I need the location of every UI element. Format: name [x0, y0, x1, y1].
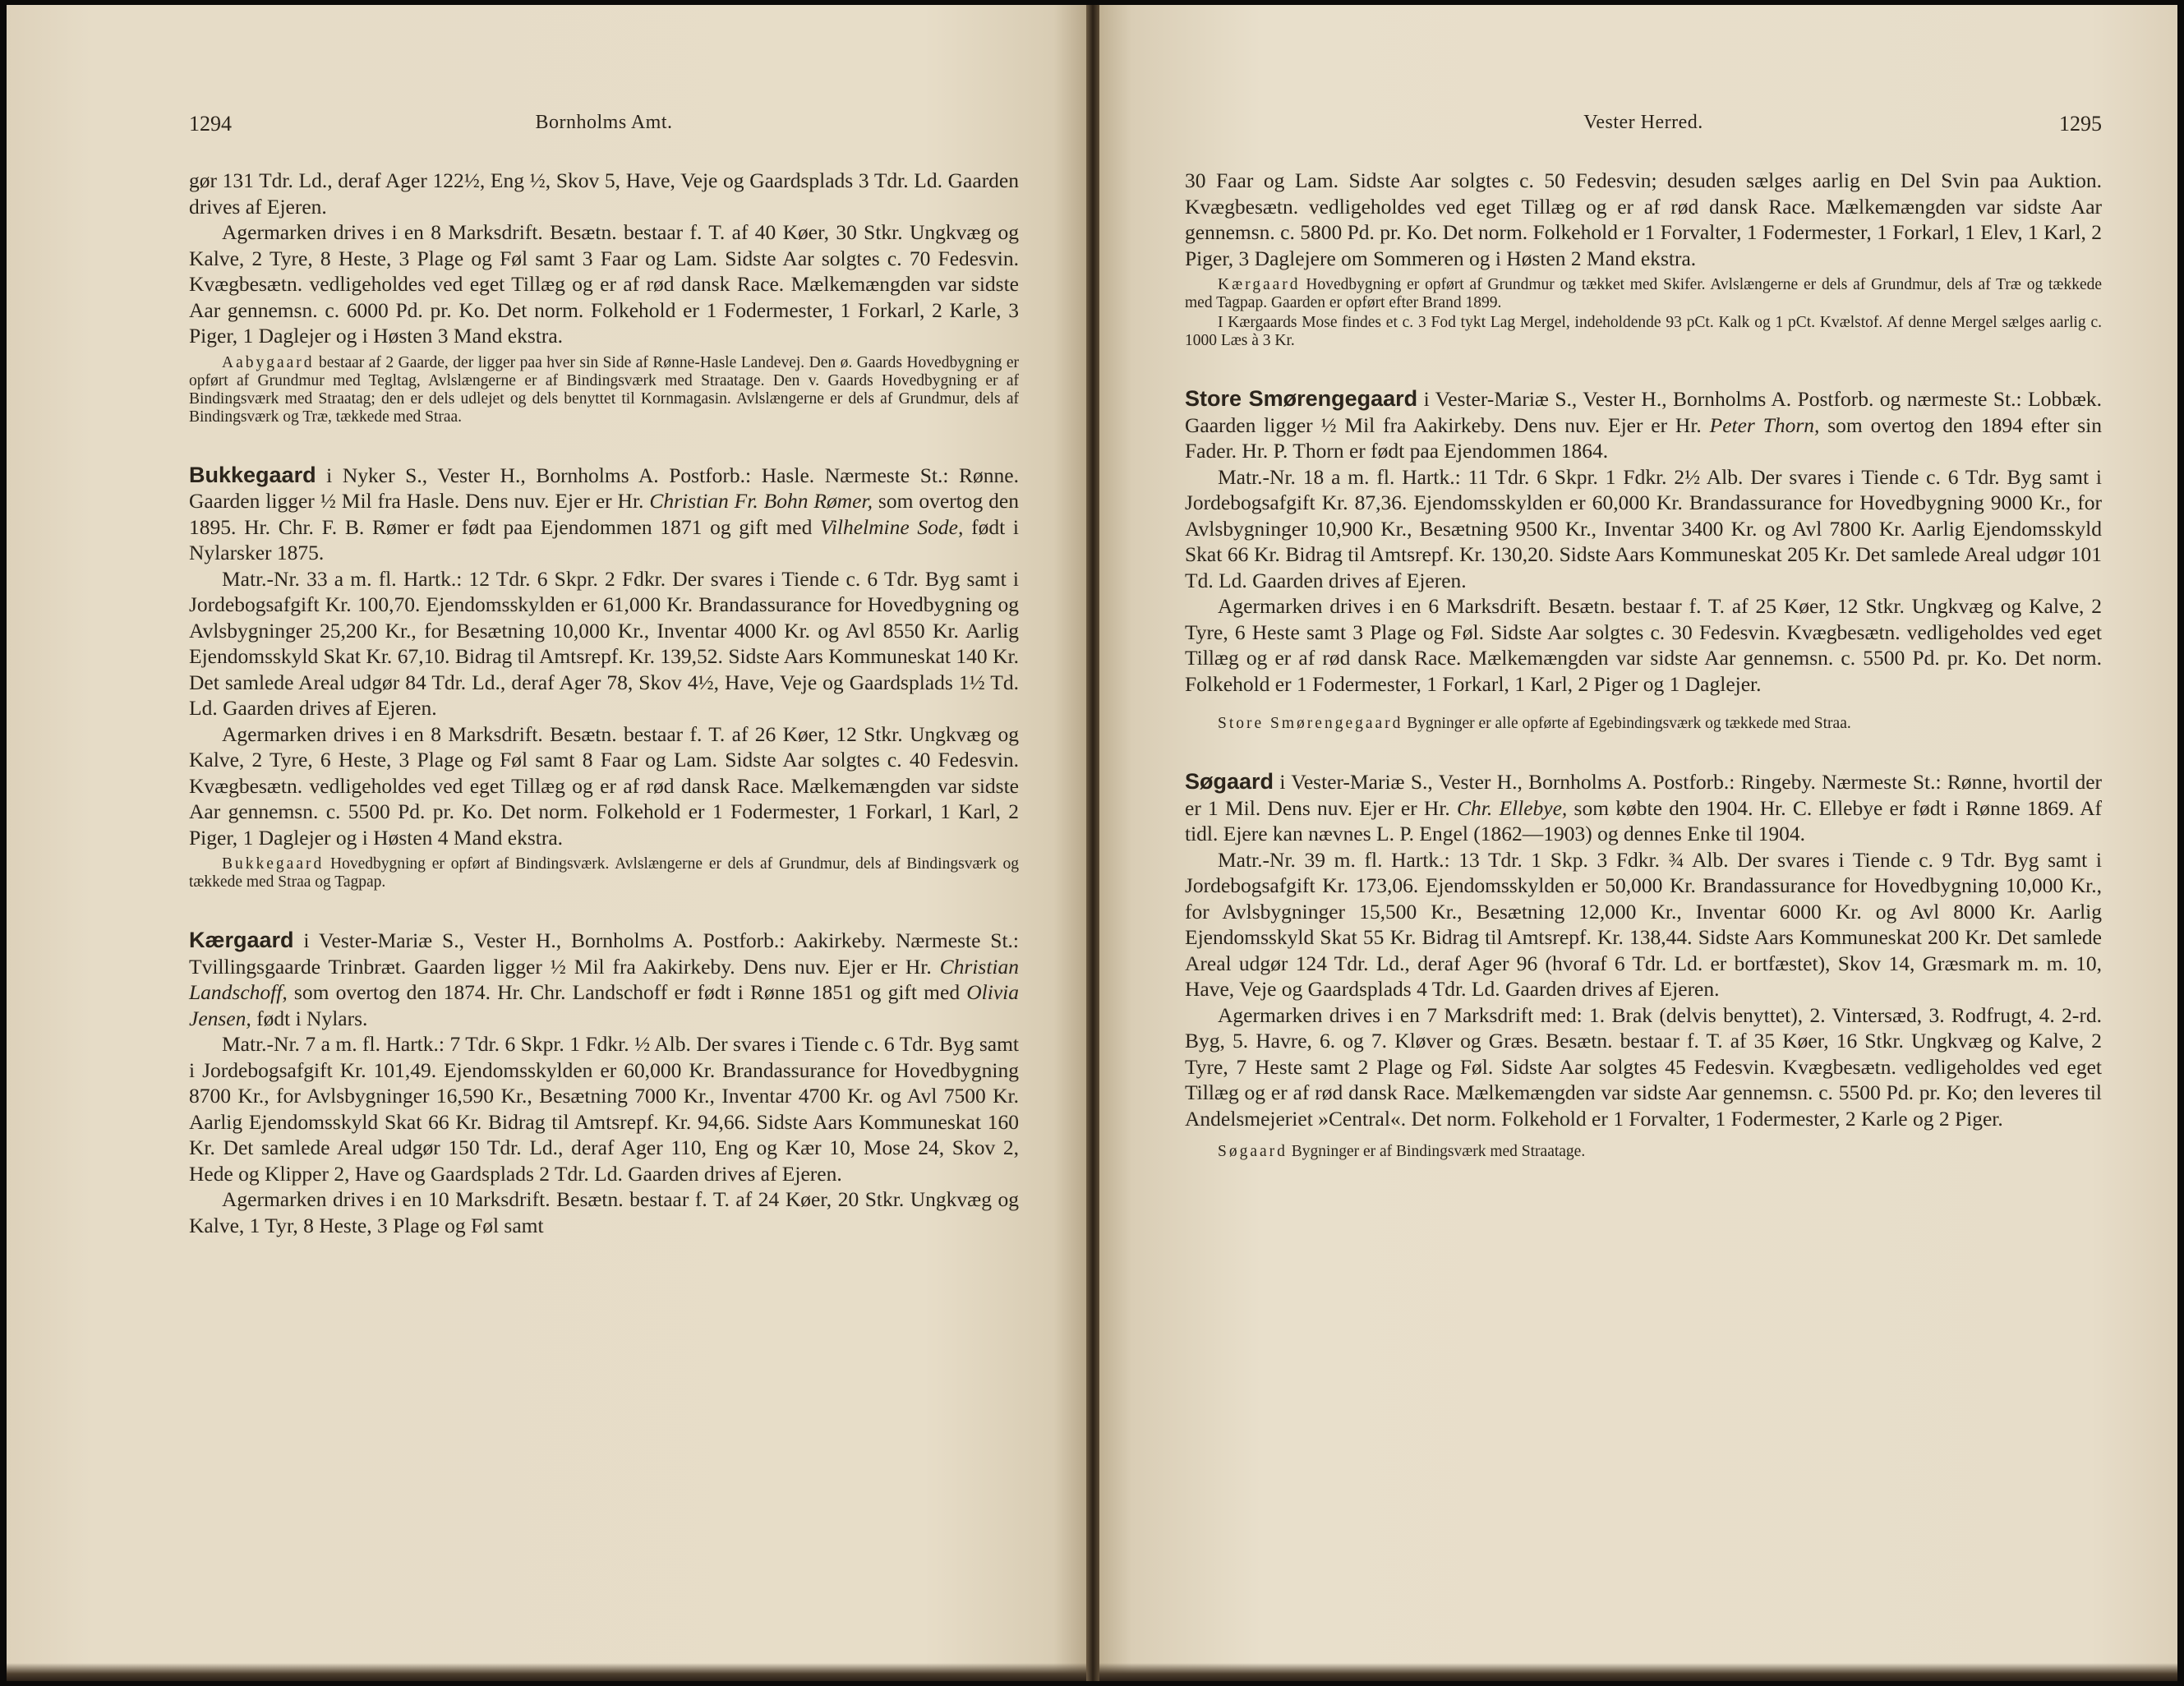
farm-heading: Kærgaard	[189, 928, 294, 952]
building-note-bukkegaard	[189, 855, 1019, 891]
right-running-title: Vester Herred.	[1583, 112, 1703, 133]
note-text: Hovedbygning er opført af Bindingsværk. Avlslængerne er dels af Grundmur, dels af Bindingsværk og tækkede med Straa og Tagpap.	[189, 855, 1019, 891]
farm-heading: Bukkegaard	[189, 462, 316, 487]
book-spread	[7, 5, 2177, 1681]
note-farm-name: Kærgaard	[1218, 276, 1301, 293]
entry-text: som overtog den 1895. Hr. Chr. F. B. Rømer er født paa Ejendommen 1871 og gift med	[189, 489, 1019, 539]
building-note-store-smoerengegaard	[1185, 715, 2102, 733]
right-running-head	[1185, 112, 2102, 141]
left-page	[7, 5, 1086, 1681]
matrikel-paragraph: Matr.-Nr. 7 a m. fl. Hartk.: 7 Tdr. 6 Skpr. 1 Fdkr. ½ Alb. Der svares i Tiende c. 6 Tdr. Byg samt i Jordebogsafgift Kr. 101,49. Ejendomsskylden er 60,000 Kr. Brandassurance for Hovedbygning 8700 Kr., for Avlsbygninger 16,590 Kr., Besætning 7000 Kr., Inventar 4700 Kr. og Avl 7500 Kr. Aarlig Ejendomsskyld Skat 66 Kr. Bidrag til Amtsrepf. Kr. 94,66. Sidste Aars Kommuneskat 160 Kr. Det samlede Areal udgør 150 Tdr. Ld., deraf Ager 110, Eng og Kær 10, Mose 24, Skov 2, Hede og Klipper 2, Have og Gaardsplads 2 Tdr. Ld. Gaarden drives af Ejeren.	[189, 1032, 1019, 1186]
note-text: Hovedbygning er opført af Grundmur og tækket med Skifer. Avlslængerne er dels af Grundmur, dels af Træ og tækkede med Tagpap. Gaarden er opført efter Brand 1899.	[1185, 276, 2103, 311]
right-body-text	[1185, 168, 2102, 1166]
note-text: Bygninger er alle opførte af Egebindingsværk og tækkede med Straa.	[1407, 715, 1851, 732]
note-farm-name: Søgaard	[1218, 1143, 1288, 1160]
entry-kaergaard	[189, 928, 1019, 1031]
left-page-number: 1294	[189, 112, 232, 136]
entry-text: i Vester-Mariæ S., Vester H., Bornholms A. Postforb.: Aakirkeby. Nærmeste St.: Tvillingsgaarde Trinbræt. Gaarden ligger ½ Mil fra Aakirkeby. Dens nuv. Ejer er Hr.	[189, 928, 1019, 979]
building-note-aabygaard	[189, 354, 1019, 426]
matrikel-paragraph: Matr.-Nr. 39 m. fl. Hartk.: 13 Tdr. 1 Skp. 3 Fdkr. ¾ Alb. Der svares i Tiende c. 9 Tdr. Byg samt i Jordebogsafgift Kr. 173,06. Ejendomsskylden er 50,000 Kr. Brandassurance for Hovedbygning 10,000 Kr., for Avlsbygninger 15,500 Kr., Besætning 12,000 Kr., Inventar 6000 Kr. og Avl 8000 Kr. Aarlig Ejendomsskyld Skat 55 Kr. Bidrag til Amtsrepf. Kr. 138,44. Sidste Aars Kommuneskat 200 Kr. Det samlede Areal udgør 124 Tdr. Ld., deraf Ager 96 (hvoraf 6 Tdr. Ld. er bortfæstet), Skov 14, Græsmark m. m. 10, Have, Veje og Gaardsplads 4 Tdr. Ld. Gaarden drives af Ejeren.	[1185, 847, 2102, 1001]
right-page	[1099, 5, 2177, 1681]
entry-bukkegaard	[189, 463, 1019, 566]
owner-name: Peter Thorn,	[1709, 412, 1820, 437]
entry-soegaard	[1185, 769, 2102, 847]
farm-heading: Store Smørengegaard	[1185, 386, 1418, 411]
agermark-paragraph: Agermarken drives i en 6 Marksdrift. Besætn. bestaar f. T. af 25 Køer, 12 Stkr. Ungkvæg og Kalve, 2 Tyre, 6 Heste samt 3 Plage og Føl. Sidste Aar solgtes c. 30 Fedesvin. Kvægbesætn. vedligeholdes ved eget Tillæg og er af rød dansk Race. Mælkemængden var sidste Aar gennemsn. c. 5500 Pd. pr. Ko. Det norm. Folkehold er 1 Fodermester, 1 Forkarl, 1 Karl, 2 Piger og 1 Daglejer.	[1185, 594, 2102, 696]
matrikel-paragraph: Matr.-Nr. 18 a m. fl. Hartk.: 11 Tdr. 6 Skpr. 1 Fdkr. 2½ Alb. Der svares i Tiende c. 6 Tdr. Byg samt i Jordebogsafgift Kr. 87,36. Ejendomsskylden er 60,000 Kr. Brandassurance for Hovedbygning 9000 Kr., for Avlsbygninger 10,900 Kr., Besætning 9500 Kr., Inventar 3400 Kr. og Avl 7800 Kr. Aarlig Ejendomsskyld Skat 66 Kr. Bidrag til Amtsrepf. Kr. 130,20. Sidste Aars Kommuneskat 205 Kr. Det samlede Areal udgør 101 Td. Ld. Gaarden drives af Ejeren.	[1185, 464, 2102, 592]
spouse-name: Vilhelmine Sode,	[820, 514, 964, 539]
paragraph: 30 Faar og Lam. Sidste Aar solgtes c. 50 Fedesvin; desuden sælges aarlig en Del Svin paa Auktion. Kvægbesætn. vedligeholdes ved eget Tillæg og er af rød dansk Race. Mælkemængden var sidste Aar gennemsn. c. 5800 Pd. pr. Ko. Det norm. Folkehold er 1 Forvalter, 1 Fodermester, 1 Forkarl, 1 Elev, 1 Karl, 2 Piger, 3 Daglejere om Sommeren og i Høsten 2 Mand ekstra.	[1185, 168, 2102, 270]
page-bottom-edge	[7, 1663, 1086, 1681]
agermark-paragraph: Agermarken drives i en 7 Marksdrift med: 1. Brak (delvis benyttet), 2. Vintersæd, 3. Rodfrugt, 4. 2-rd. Byg, 5. Havre, 6. og 7. Kløver og Græs. Besætn. bestaar f. T. af 35 Køer, 16 Stkr. Ungkvæg og Kalve, 2 Tyre, 7 Heste samt 2 Plage og Føl. Sidste Aar solgtes 45 Fedesvin. Kvægbesætn. vedligeholdes ved eget Tillæg og er af rød dansk Race. Mælkemængden var sidste Aar gennemsn. c. 5500 Pd. pr. Ko; den leveres til Andelsmejeriet »Central«. Det norm. Folkehold er 1 Forvalter, 1 Fodermester, 2 Karle og 2 Piger.	[1185, 1002, 2102, 1131]
matrikel-paragraph: Matr.-Nr. 33 a m. fl. Hartk.: 12 Tdr. 6 Skpr. 2 Fdkr. Der svares i Tiende c. 6 Tdr. Byg samt i Jordebogsafgift Kr. 100,70. Ejendomsskylden er 61,000 Kr. Brandassurance for Hovedbygning og Avlsbygninger 25,200 Kr., for Besætning 10,000 Kr., Inventar 4000 Kr. og Avl 8550 Kr. Aarlig Ejendomsskyld Skat Kr. 67,10. Bidrag til Amtsrepf. Kr. 139,52. Sidste Aars Kommuneskat 140 Kr. Det samlede Areal udgør 84 Tdr. Ld., deraf Ager 78, Skov 4½, Have, Veje og Gaardsplads 1½ Td. Ld. Gaarden drives af Ejeren.	[189, 566, 1019, 720]
entry-text: i Vester-Mariæ S., Vester H., Bornholms A. Postforb. og nærmeste St.: Lobbæk. Gaarden ligger ½ Mil fra Aakirkeby. Dens nuv. Ejer er Hr.	[1185, 387, 2103, 437]
entry-text: i Vester-Mariæ S., Vester H., Bornholms A. Postforb.: Ringeby. Nærmeste St.: Rønne, hvortil der er 1 Mil. Dens nuv. Ejer er Hr.	[1185, 770, 2102, 820]
right-page-number: 1295	[2059, 112, 2102, 136]
entry-text: som overtog den 1874. Hr. Chr. Landschoff er født i Rønne 1851 og gift med	[293, 980, 961, 1004]
farm-heading: Søgaard	[1185, 769, 1274, 794]
building-note-soegaard	[1185, 1143, 2102, 1161]
entry-store-smoerengegaard	[1185, 386, 2102, 464]
left-body-text	[189, 168, 1019, 1238]
page-bottom-edge	[1099, 1663, 2177, 1681]
note-farm-name: Aabygaard	[222, 353, 315, 371]
paragraph: Agermarken drives i en 8 Marksdrift. Besætn. bestaar f. T. af 40 Køer, 30 Stkr. Ungkvæg og Kalve, 2 Tyre, 8 Heste, 3 Plage og Føl samt 3 Faar og Lam. Sidste Aar solgtes c. 70 Fedesvin. Kvægbesætn. vedligeholdes ved eget Tillæg og er af rød dansk Race. Mælkemængden var sidste Aar gennemsn. c. 6000 Pd. pr. Ko. Det norm. Folkehold er 1 Fodermester, 1 Forkarl, 2 Karle, 3 Piger, 1 Daglejer og i Høsten 3 Mand ekstra.	[189, 220, 1019, 348]
note-text: bestaar af 2 Gaarde, der ligger paa hver sin Side af Rønne-Hasle Landevej. Den ø. Gaards Hovedbygning er opført af Grundmur med Tegltag, Avlslængerne er af Bindingsværk med Straatage. Den v. Gaards Hovedbygning er af Bindingsværk med Straatag; den er dels udlejet og dels benyttet til Kornmagasin. Avlslængerne er dels af Grundmur, dels af Bindingsværk og Træ, tækkede med Straa.	[189, 353, 1020, 426]
spouse-name: Olivia Jensen,	[189, 980, 1020, 1030]
entry-text: som købte den 1904. Hr. C. Ellebye er født i Rønne 1869. Af tidl. Ejere kan nævnes L. P. Engel (1862—1903) og dennes Enke til 1904.	[1185, 795, 2103, 845]
agermark-paragraph: Agermarken drives i en 10 Marksdrift. Besætn. bestaar f. T. af 24 Køer, 20 Stkr. Ungkvæg og Kalve, 1 Tyr, 8 Heste, 3 Plage og Føl samt	[189, 1187, 1019, 1237]
paragraph: gør 131 Tdr. Ld., deraf Ager 122½, Eng ½, Skov 5, Have, Veje og Gaardsplads 3 Tdr. Ld. Gaarden drives af Ejeren.	[189, 168, 1019, 219]
note-text: Bygninger er af Bindingsværk med Straatage.	[1291, 1143, 1586, 1160]
left-running-title: Bornholms Amt.	[535, 112, 673, 133]
note-farm-name: Bukkegaard	[222, 855, 325, 873]
entry-text: født i Nylarsker 1875.	[189, 514, 1019, 564]
entry-text: født i Nylars.	[256, 1006, 368, 1030]
mergel-note: I Kærgaards Mose findes et c. 3 Fod tykt Lag Mergel, indeholdende 93 pCt. Kalk og 1 pCt. Kvælstof. Af denne Mergel sælges aarlig c. 1000 Læs à 3 Kr.	[1185, 314, 2102, 349]
entry-text: i Nyker S., Vester H., Bornholms A. Postforb.: Hasle. Nærmeste St.: Rønne. Gaarden ligger ½ Mil fra Hasle. Dens nuv. Ejer er Hr.	[189, 463, 1019, 513]
owner-name: Christian Fr. Bohn Rømer,	[649, 489, 873, 513]
note-farm-name: Store Smørengegaard	[1218, 715, 1403, 732]
agermark-paragraph: Agermarken drives i en 8 Marksdrift. Besætn. bestaar f. T. af 26 Køer, 12 Stkr. Ungkvæg og Kalve, 2 Tyre, 6 Heste, 3 Plage og Føl samt 8 Faar og Lam. Sidste Aar solgtes c. 40 Fedesvin. Kvægbesætn. vedligeholdes ved eget Tillæg og er af rød dansk Race. Mælkemængden var sidste Aar gennemsn. c. 5500 Pd. pr. Ko. Det norm. Folkehold er 1 Fodermester, 1 Forkarl, 1 Karl, 2 Piger, 1 Daglejer og i Høsten 4 Mand ekstra.	[189, 721, 1019, 850]
building-note-kaergaard	[1185, 276, 2102, 312]
owner-name: Christian Landschoff,	[189, 954, 1019, 1004]
left-running-head	[189, 112, 1019, 141]
book-gutter	[1086, 5, 1099, 1681]
owner-name: Chr. Ellebye,	[1457, 795, 1568, 820]
entry-text: som overtog den 1894 efter sin Fader. Hr. P. Thorn er født paa Ejendommen 1864.	[1185, 412, 2103, 463]
